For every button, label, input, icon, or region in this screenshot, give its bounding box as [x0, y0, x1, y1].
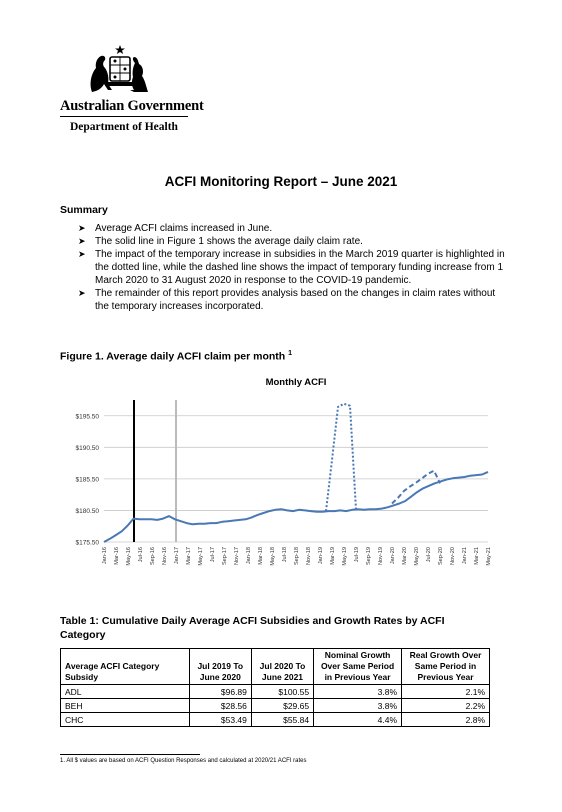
- summary-list: [78, 222, 508, 313]
- table-cell: $55.84: [251, 713, 313, 727]
- x-tick-label: Jul-16: [138, 547, 145, 563]
- footnote: 1. All $ values are based on ACFI Question Responses and calculated at 2020/21 ACFI rates: [60, 758, 307, 764]
- x-tick-label: Nov-16: [162, 547, 169, 566]
- figure-footnote-marker: 1: [288, 350, 293, 357]
- x-tick-label: Mar-20: [402, 547, 409, 565]
- x-tick-label: Sep-20: [438, 547, 445, 566]
- x-tick-label: Jan-19: [318, 547, 325, 565]
- table-cell: 3.8%: [314, 699, 402, 713]
- x-tick-label: Mar-18: [258, 547, 265, 565]
- arrow-bullet-icon: ➤: [78, 249, 86, 259]
- x-tick-label: May-16: [126, 547, 133, 566]
- summary-bullet-text: The impact of the temporary increase in subsidies in the March 2019 quarter is highlighted in the dotted line, while the dashed line shows the impact of temporary funding increase from 1 March 2020 to 31 August 2020 in response to the COVID-19 pandemic.: [95, 249, 505, 286]
- header-divider: [60, 116, 188, 117]
- table-cell: $53.49: [189, 713, 251, 727]
- footnote-divider: [60, 754, 200, 755]
- summary-bullet-text: The solid line in Figure 1 shows the average daily claim rate.: [95, 236, 363, 247]
- table-header-cell: Real Growth Over Same Period in Previous Year: [402, 649, 490, 685]
- y-tick-label: $190.50: [75, 444, 99, 452]
- arrow-bullet-icon: ➤: [78, 236, 86, 246]
- x-tick-label: Sep-18: [294, 547, 301, 566]
- x-tick-label: Mar-16: [114, 547, 121, 565]
- table-cell: ADL: [61, 685, 190, 699]
- series-line-dashed: [392, 471, 440, 504]
- x-tick-label: Jul-19: [354, 547, 361, 563]
- x-tick-label: May-21: [486, 547, 493, 566]
- x-tick-label: Jul-18: [282, 547, 289, 563]
- summary-bullet-text: The remainder of this report provides analysis based on the changes in claim rates without the temporary increases incorporated.: [95, 288, 496, 312]
- x-tick-label: Jan-16: [102, 547, 109, 565]
- x-tick-label: May-18: [270, 547, 277, 566]
- table-header-cell: Jul 2020 To June 2021: [251, 649, 313, 685]
- series-line-solid: [104, 472, 488, 542]
- y-tick-label: $175.50: [75, 539, 99, 547]
- x-tick-label: May-19: [342, 547, 349, 566]
- table-cell: $100.55: [251, 685, 313, 699]
- monthly-acfi-chart: [60, 372, 500, 600]
- table-row: [61, 713, 490, 727]
- x-tick-label: Jan-17: [174, 547, 181, 565]
- y-tick-label: $185.50: [75, 476, 99, 484]
- x-tick-label: Mar-21: [474, 547, 481, 565]
- x-tick-label: Sep-17: [222, 547, 229, 566]
- coat-of-arms-icon: [86, 44, 154, 94]
- table-cell: $96.89: [189, 685, 251, 699]
- table-cell: $29.65: [251, 699, 313, 713]
- x-tick-label: Nov-17: [234, 547, 241, 566]
- y-tick-label: $180.50: [75, 507, 99, 515]
- government-name: Australian Government: [60, 98, 204, 114]
- x-tick-label: Jan-18: [246, 547, 253, 565]
- summary-bullet: [78, 287, 508, 313]
- summary-bullet: [78, 248, 508, 287]
- x-tick-label: Jan-21: [462, 547, 469, 565]
- table-cell: $28.56: [189, 699, 251, 713]
- x-tick-label: Sep-19: [366, 547, 373, 566]
- table-cell: 2.1%: [402, 685, 490, 699]
- figure-caption: [60, 350, 292, 363]
- table-header-cell: Average ACFI Category Subsidy: [61, 649, 190, 685]
- table-header-cell: Nominal Growth Over Same Period in Previous Year: [314, 649, 402, 685]
- x-tick-label: May-17: [198, 547, 205, 566]
- x-tick-label: Nov-18: [306, 547, 313, 566]
- x-tick-label: Mar-19: [330, 547, 337, 565]
- x-tick-label: Jul-20: [426, 547, 433, 563]
- x-tick-label: Nov-20: [450, 547, 457, 566]
- acfi-subsidy-table: [60, 648, 490, 727]
- summary-heading: Summary: [60, 204, 108, 216]
- summary-bullet-text: Average ACFI claims increased in June.: [95, 223, 273, 234]
- table-cell: 2.8%: [402, 713, 490, 727]
- department-name: Department of Health: [70, 121, 178, 133]
- arrow-bullet-icon: ➤: [78, 223, 86, 233]
- x-tick-label: May-20: [414, 547, 421, 566]
- table-cell: 2.2%: [402, 699, 490, 713]
- table-cell: BEH: [61, 699, 190, 713]
- series-line-dotted: [326, 404, 356, 511]
- x-tick-label: Jul-17: [210, 547, 217, 563]
- table-caption: Table 1: Cumulative Daily Average ACFI Subsidies and Growth Rates by ACFI Category: [60, 615, 445, 641]
- table-cell: 4.4%: [314, 713, 402, 727]
- summary-bullet: [78, 222, 508, 235]
- table-cell: CHC: [61, 713, 190, 727]
- report-title: ACFI Monitoring Report – June 2021: [164, 174, 398, 189]
- x-tick-label: Jan-20: [390, 547, 397, 565]
- arrow-bullet-icon: ➤: [78, 288, 86, 298]
- table-header-cell: Jul 2019 To June 2020: [189, 649, 251, 685]
- figure-caption-text: Figure 1. Average daily ACFI claim per month: [60, 350, 286, 363]
- chart-title: Monthly ACFI: [265, 377, 327, 388]
- table-row: [61, 699, 490, 713]
- x-tick-label: Mar-17: [186, 547, 193, 565]
- table-row: [61, 685, 490, 699]
- summary-bullet: [78, 235, 508, 248]
- x-tick-label: Nov-19: [378, 547, 385, 566]
- table-header-row: [61, 649, 490, 685]
- x-tick-label: Sep-16: [150, 547, 157, 566]
- table-cell: 3.8%: [314, 685, 402, 699]
- y-tick-label: $195.50: [75, 413, 99, 421]
